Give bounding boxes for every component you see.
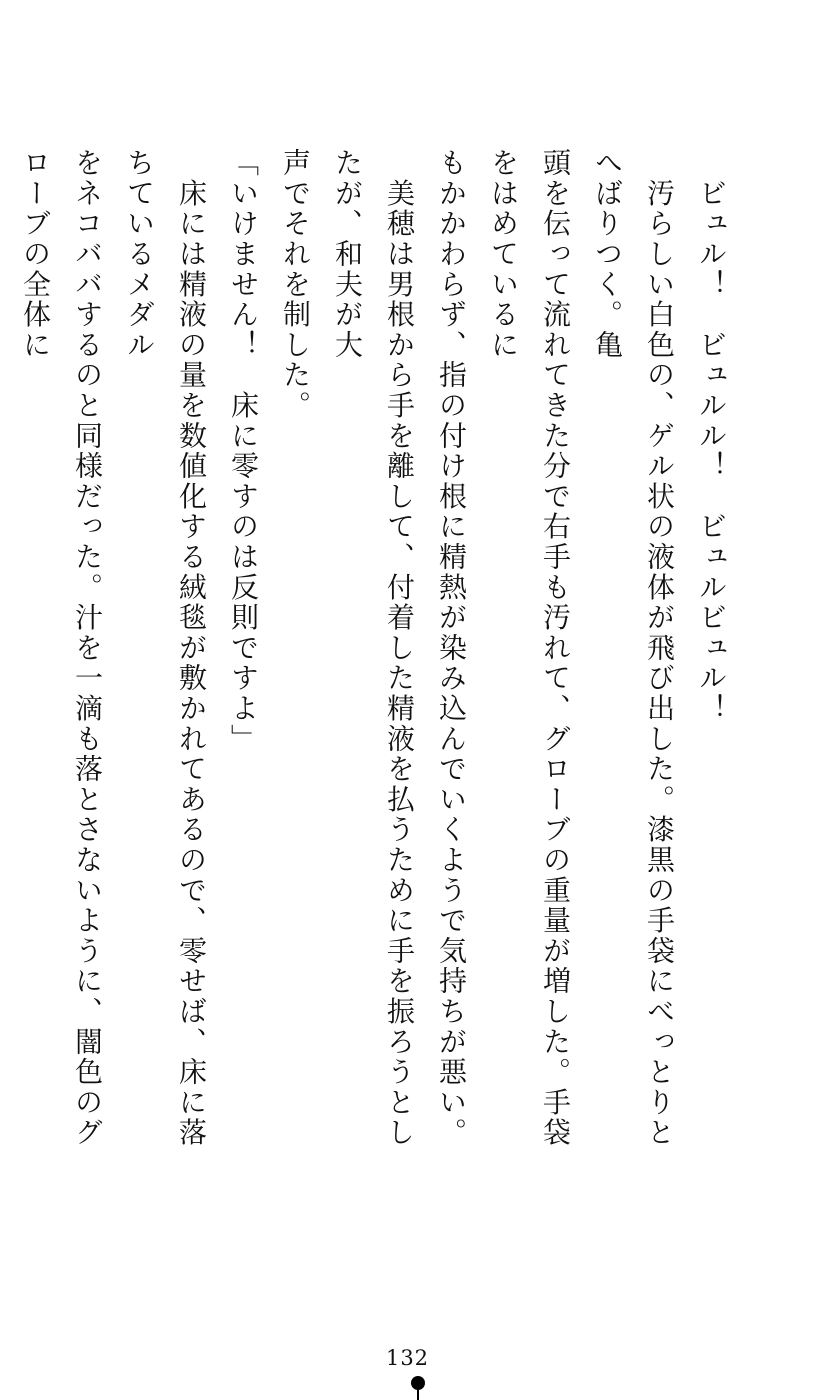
text-line: ビュル！ ビュルル！ ビュルビュル！ (695, 148, 728, 724)
text-line: 床には精液の量を数値化する絨毯が敷かれてあるので、零せば、床に落ちているメダル (123, 148, 208, 1148)
page-number: 132 (385, 1346, 430, 1370)
page-marker-stem (417, 1389, 419, 1400)
text-line: をネコババするのと同様だった。汁を一滴も落とさないように、闇色のグローブの全体に (19, 148, 104, 1148)
text-line: もかかわらず、指の付け根に精熱が染み込んでいくようで気持ちが悪い。 (435, 148, 468, 1148)
vertical-body-text (19, 148, 737, 1148)
text-line: 「いけません！ 床に零すのは反則ですよ」 (227, 148, 260, 754)
text-line: 美穂は男根から手を離して、付着した精液を払うために手を振ろうとしたが、和夫が大 (331, 148, 416, 1148)
text-line: 汚らしい白色の、ゲル状の液体が飛び出した。漆黒の手袋にべっとりとへばりつく。亀 (591, 148, 676, 1148)
text-line: 頭を伝って流れてきた分で右手も汚れて、グローブの重量が増した。手袋をはめているに (487, 148, 572, 1148)
text-line: 声でそれを制した。 (279, 148, 312, 421)
text-line (0, 148, 9, 1148)
page-marker-dot (411, 1376, 425, 1390)
